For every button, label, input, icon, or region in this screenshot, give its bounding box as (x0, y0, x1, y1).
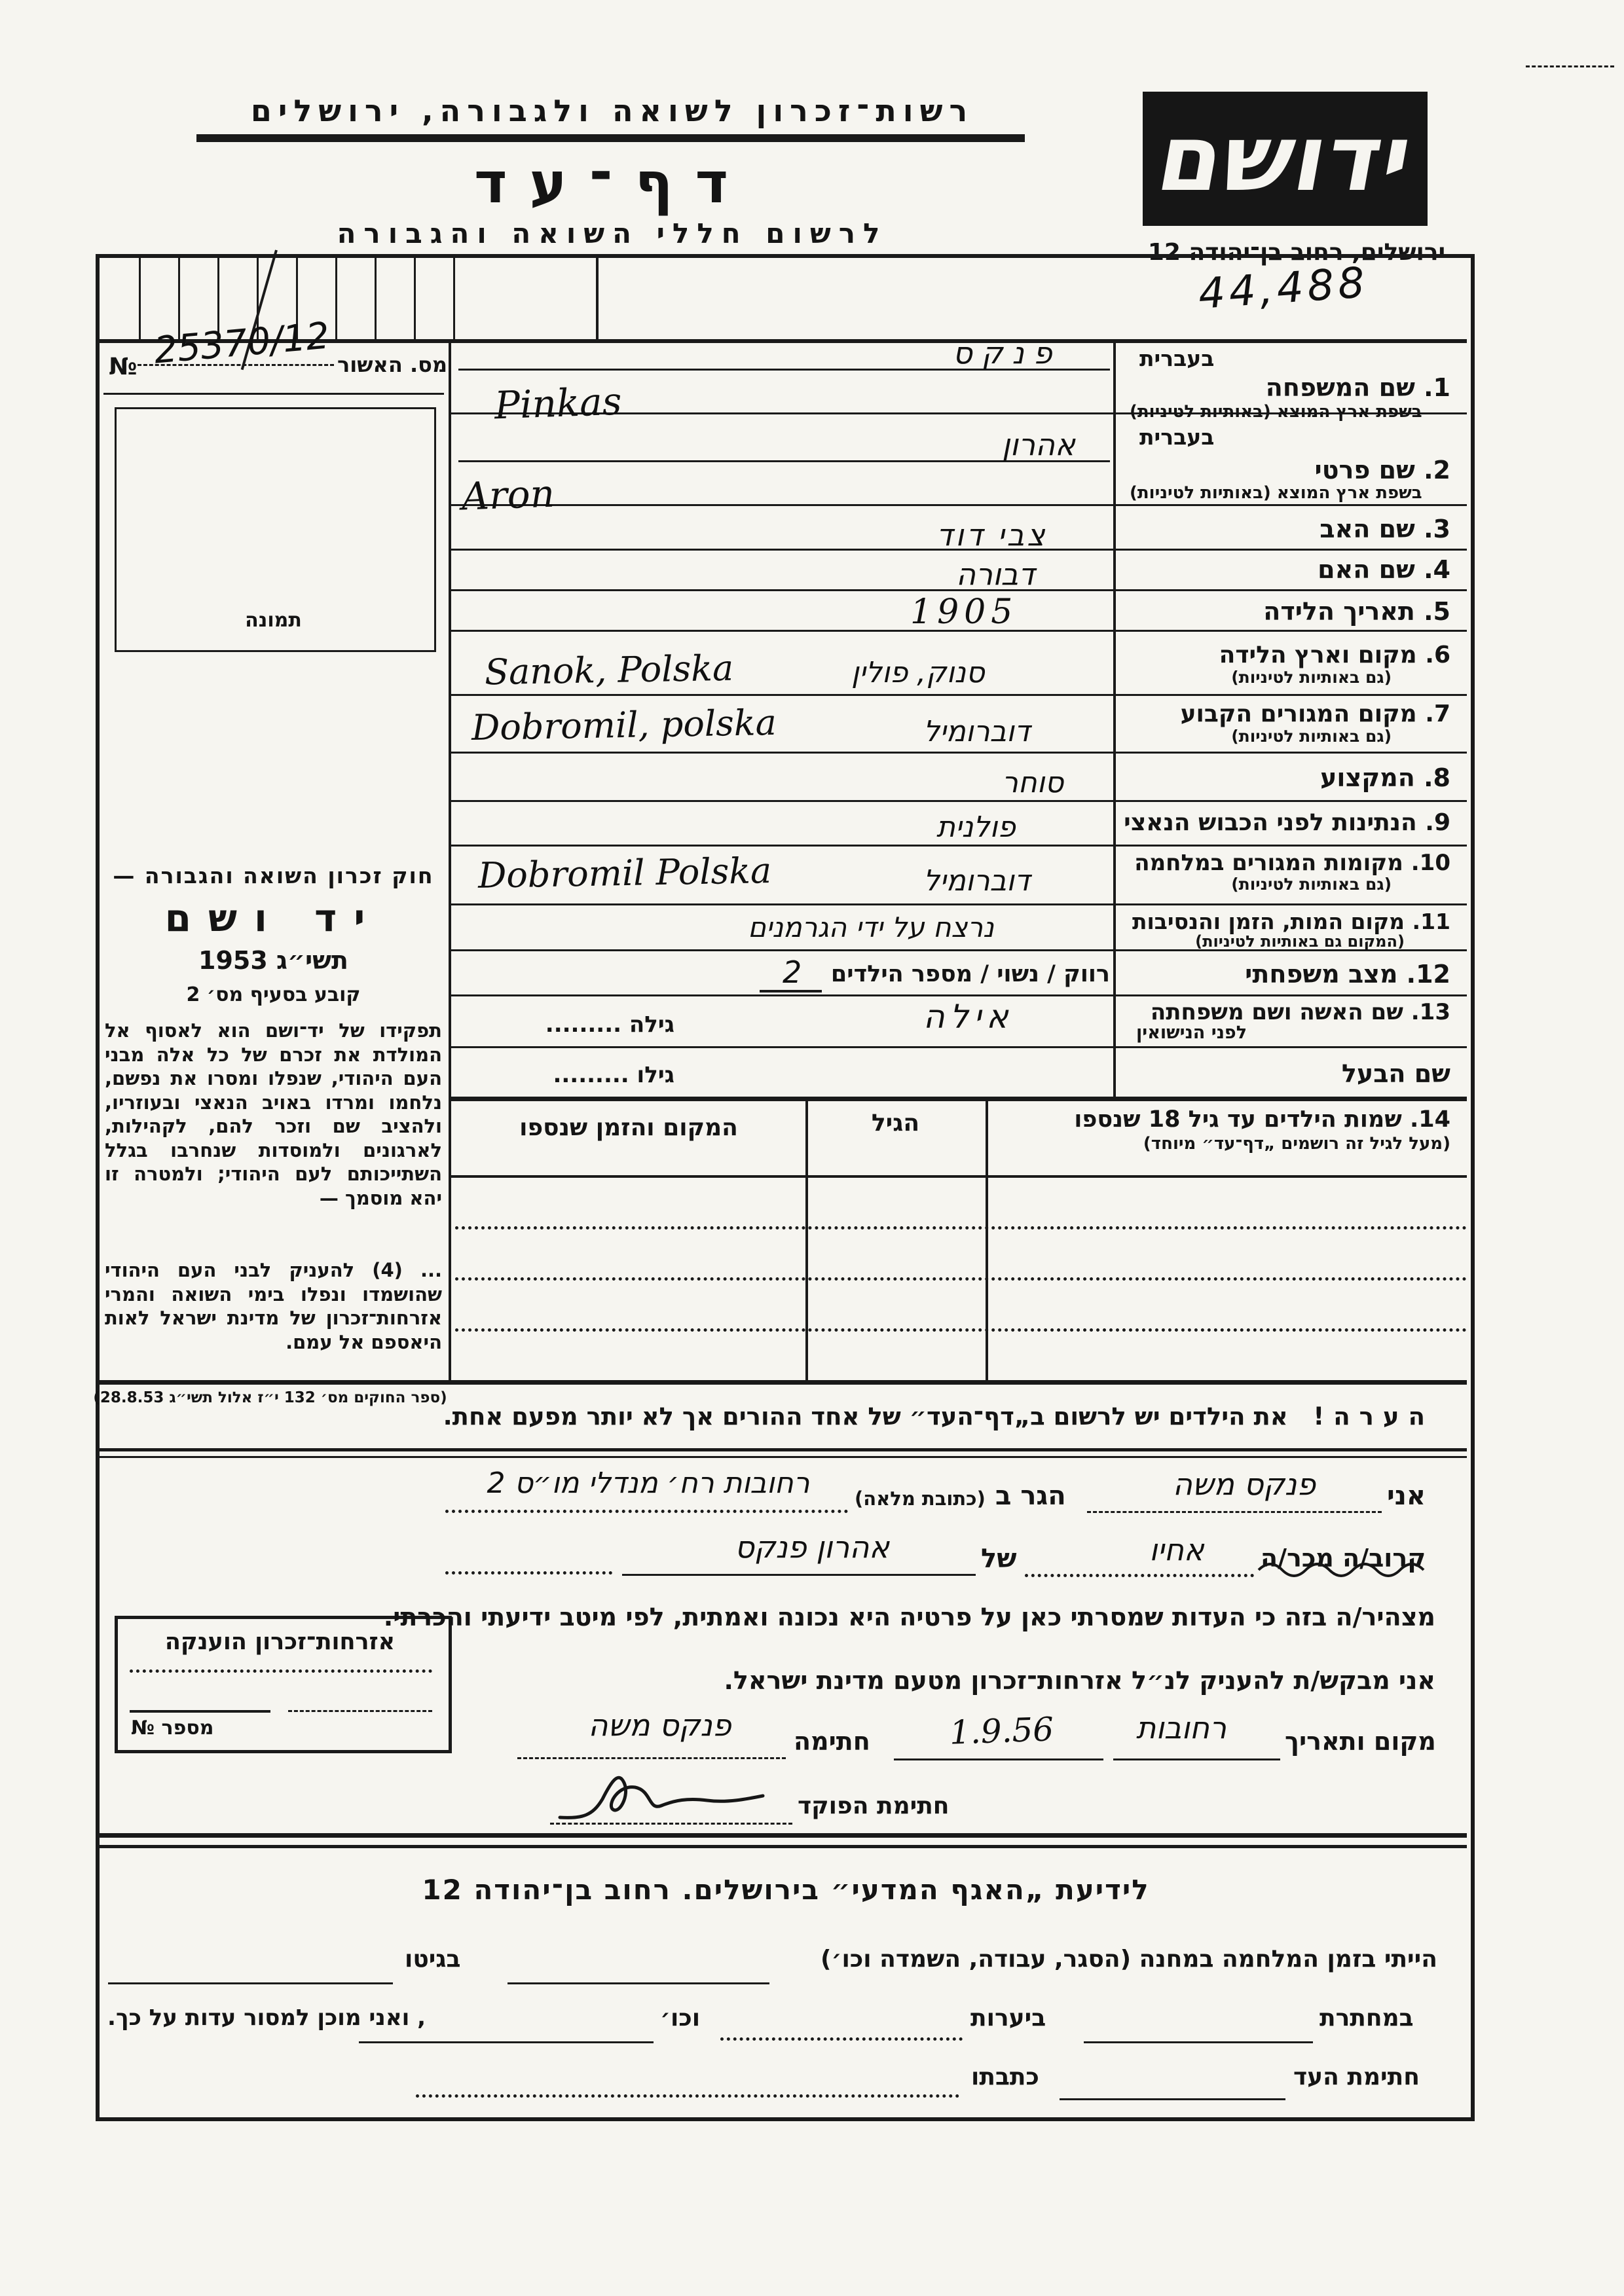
place-date-label: מקום ותאריך (1285, 1727, 1436, 1756)
declaration-i-label: אני (1387, 1481, 1426, 1511)
note-line (443, 1402, 1434, 1430)
field11-label: 11. מקום המות, הזמן והנסיבות (1132, 909, 1450, 934)
strip-tick (596, 258, 599, 339)
field3-label: 3. שם האב (1320, 515, 1450, 543)
bottom-ghetto-blank (108, 1982, 393, 1984)
strip-tick (414, 258, 416, 339)
field11-sublabel: (המקום גם באותיות לטיניות) (1195, 932, 1405, 951)
citizenship-box-line-a (130, 1710, 270, 1713)
declaration-bottom-rule-b (98, 1845, 1467, 1848)
citizenship-box-title: אזרחות־זכרון הוענקה (164, 1629, 396, 1655)
handwritten-signature-name: פנקס משה (588, 1707, 731, 1743)
field8-label: 8. המקצוע (1320, 763, 1450, 792)
bottom-witness-signature-label: חתימת העד (1293, 2064, 1420, 2090)
handwritten-death-circumstances: נרצח על ידי הגרמנים (748, 911, 994, 943)
citizenship-box-number-label: מספר № (131, 1717, 214, 1740)
handwritten-residence-latin: Dobromil, polska (471, 701, 777, 749)
law-name: יד ושם (164, 896, 382, 940)
bottom-underground-blank (1084, 2041, 1313, 2043)
table-bottom-rule (98, 1380, 1467, 1385)
handwritten-victim-name: אהרון פנקס (734, 1529, 890, 1565)
handwritten-witness-name: פנקס משה (1172, 1467, 1316, 1502)
handwritten-registry-number: 44,488 (1196, 259, 1371, 319)
place-underline (1113, 1758, 1280, 1760)
marital-status-options: רווק / נשוי / מספר הילדים (830, 961, 1110, 987)
authority-line: רשות־זכרון לשואה ולגבורה, ירושלים (250, 93, 974, 128)
handwritten-wartime-residence-latin: Dobromil Polska (477, 850, 772, 896)
law-paragraph-1: תפקידו של יד־ושם הוא לאסוף אל המולדת את זכרם של כל אלה מבני העם היהודי, שנפלו ומסרו את נפשם, נלחמו ומרדו באויב הנאצי ובעוזריו, ולהציב שם וזכר להם, לקהילות, לארגונים ולמוסדות שנחרבו בגלל השתייכותם לעם היהודי; ולמטרה זו יהא מוסמך — (105, 1019, 442, 1209)
relation-underline (1025, 1574, 1254, 1577)
label-column-divider (1113, 340, 1116, 1099)
row-rule (451, 903, 1467, 905)
handwritten-wartime-residence-hebrew: דוברומיל (923, 864, 1031, 898)
field6-sublabel: (גם באותיות לטיניות) (1231, 668, 1392, 687)
row-rule (451, 504, 1467, 506)
note-title: הערה! (1313, 1402, 1434, 1430)
date-underline (894, 1758, 1103, 1760)
approval-row-rule (103, 393, 444, 395)
logo-address: ירושלים, רחוב בן־יהודה 12 (1147, 239, 1446, 266)
declaration-relative-label: קרוב/ה מכר/ה (1261, 1544, 1426, 1573)
bottom-etc-blank (359, 2041, 654, 2043)
declaration-bottom-rule-a (98, 1833, 1467, 1838)
signature-label: חתימה (794, 1727, 870, 1756)
field6-label: 6. מקום וארץ הלידה (1219, 642, 1450, 668)
table-top-rule (451, 1097, 1467, 1101)
handwritten-citizenship: פולנית (936, 811, 1016, 844)
table-header-place-time: המקום והזמן שנספו (519, 1114, 738, 1141)
field7-sublabel: (גם באותיות לטיניות) (1231, 727, 1392, 746)
bottom-forests-blank (720, 2037, 963, 2041)
signature-underline (517, 1757, 786, 1759)
children-count-underline (760, 990, 822, 993)
husband-name-label: שם הבעל (1341, 1059, 1450, 1088)
row-rule (451, 800, 1467, 802)
field2-language-note: בעברית (1139, 424, 1215, 450)
table-header-rule (451, 1175, 1467, 1178)
strip-tick (453, 258, 455, 339)
declaration-statement-2: אני מבקש/ת להעניק לנ״ל אזרחות־זכרון מטעם מדינת ישראל. (724, 1666, 1435, 1695)
field9-label: 9. הנתינות לפני הכבוש הנאצי (1124, 809, 1450, 836)
header-rule (196, 134, 1025, 142)
handwritten-children-count: 2 (783, 955, 802, 990)
table-col-divider-age-left (805, 1097, 808, 1383)
row-rule (451, 994, 1467, 996)
handwritten-family-name-latin: Pinkas (493, 378, 623, 428)
row-rule (451, 1046, 1467, 1048)
field10-sublabel: (גם באותיות לטיניות) (1231, 875, 1392, 894)
bottom-ghetto-label: בגיטו (405, 1946, 461, 1973)
law-clause: קובע בסעיף מס׳ 2 (186, 983, 361, 1006)
field14-label: 14. שמות הילדים עד גיל 18 שנספו (1074, 1106, 1450, 1133)
witness-address-underline (445, 1510, 848, 1513)
note-bottom-rule-a (98, 1448, 1467, 1451)
handwritten-father-name: צבי דוד (936, 517, 1048, 553)
logo-text: ידושם (1149, 105, 1421, 212)
her-age-label: גילה ......... (545, 1011, 674, 1038)
form-subtitle: לרשום חללי השואה והגבורה (337, 217, 888, 249)
handwritten-relation: אחיו (1149, 1532, 1204, 1567)
handwritten-witness-address: רחובות רח׳ מנדלי מו״ס 2 (487, 1467, 810, 1500)
bottom-etc-label: וכו׳ (660, 2005, 701, 2032)
bottom-his-address-label: כתבתו (971, 2064, 1039, 2090)
handwritten-residence-hebrew: דוברומיל (923, 715, 1031, 748)
declaration-address-hint: (כתובת מלאה) (855, 1487, 986, 1510)
law-paragraph-2: ... (4) להעניק לבני העם היהודי שהושמדו ונפלו בימי השואה והמרי אזרחות־זכרון של מדינת ישראל לאות היאספם אל עמם. (105, 1259, 442, 1353)
handwritten-approval-number: 25370/12 (152, 314, 331, 373)
victim-name-underline-dotted (445, 1571, 612, 1575)
field13-sublabel: לפני הנישואין (1136, 1023, 1247, 1043)
bottom-underground-label: במחתרת (1320, 2005, 1414, 2032)
handwritten-declaration-place: רחובות (1136, 1710, 1227, 1745)
official-signature-underline (550, 1823, 792, 1825)
handwritten-family-name-hebrew: פנקס (953, 335, 1061, 371)
field12-label: 12. מצב משפחתי (1245, 960, 1450, 989)
handwritten-profession: סוחר (1002, 766, 1064, 799)
bottom-his-address-blank (416, 2094, 959, 2098)
citizenship-box-dotted-line (130, 1669, 432, 1673)
form-title: דף־עד (473, 151, 751, 216)
strip-tick (375, 258, 377, 339)
victim-name-underline (622, 1574, 976, 1576)
table-col-divider-age-right (986, 1097, 988, 1383)
law-year: תשי״ג 1953 (198, 946, 348, 975)
left-column-divider (449, 340, 451, 1383)
table-row-dotted (455, 1277, 1467, 1281)
field2-label: 2. שם פרטי (1314, 456, 1450, 484)
bottom-line1-label: הייתי בזמן המלחמה במחנה (הסגר, עבודה, השמדה וכו׳) (821, 1946, 1437, 1973)
relative-label-strike (1257, 1557, 1428, 1579)
scan-artifact-dash (1526, 65, 1614, 67)
law-citation: (ספר החוקים מס׳ 132 י״ז אלול תשי״ג 28.8.53) (93, 1389, 447, 1406)
approval-number-label: מס. האשור (337, 352, 447, 377)
field1-language-note: בעברית (1139, 346, 1215, 371)
row-rule (451, 845, 1467, 847)
approval-number-symbol: № (109, 354, 138, 380)
note-text: את הילדים יש לרשום ב„דף־העד״ של אחד ההורים אך לא יותר מפעם אחת. (443, 1402, 1288, 1430)
field4-label: 4. שם האם (1318, 555, 1450, 584)
handwritten-birthplace-latin: Sanok, Polska (484, 647, 734, 693)
official-signature-label: חתימת הפוקד (798, 1793, 950, 1819)
witness-name-underline (1087, 1511, 1382, 1513)
table-row-dotted (455, 1226, 1467, 1230)
field14-sublabel: (מעל לגיל זה רושמים „דף־עד״ מיוחד) (1143, 1134, 1450, 1154)
photo-label: תמונה (245, 609, 302, 632)
field13-label: 13. שם האשה ושם משפחתה (1150, 999, 1450, 1025)
bottom-witness-signature-blank (1060, 2098, 1285, 2100)
bottom-section-title: לידיעת „האגף המדעי״ בירושלים. רחוב בן־יהודה 12 (422, 1874, 1150, 1906)
field1-sublabel: בשפת ארץ המוצא (באותיות לטיניות) (1130, 402, 1422, 422)
declaration-of-label: של (981, 1544, 1017, 1574)
field7-label: 7. מקום המגורים הקבוע (1180, 701, 1450, 727)
strip-tick (335, 258, 337, 339)
row-rule (451, 694, 1467, 696)
handwritten-wife-name: אילה (923, 998, 1014, 1036)
table-row-dotted (455, 1328, 1467, 1332)
handwritten-mother-name: דבורה (956, 556, 1035, 592)
declaration-resident-label: הגר ב (995, 1481, 1066, 1511)
bottom-forests-label: ביערות (970, 2005, 1046, 2032)
field5-label: 5. תאריך הלידה (1263, 597, 1450, 626)
bottom-line1-blank (507, 1982, 769, 1984)
citizenship-box-line-b (288, 1710, 432, 1712)
handwritten-birthplace-hebrew: סנוק, פולין (851, 656, 985, 689)
handwritten-birth-date: 1905 (910, 592, 1018, 632)
yad-vashem-logo (1143, 92, 1428, 226)
table-header-age: הגיל (871, 1110, 920, 1137)
law-heading: חוק זכרון השואה והגבורה — (113, 863, 434, 888)
field2-sublabel: בשפת ארץ המוצא (באותיות לטיניות) (1130, 483, 1422, 503)
bottom-ready-text: , ואני מוכן למסור עדות על כך. (107, 2005, 426, 2031)
declaration-statement-1: מצהיר/ה בזה כי העדות שמסרתי כאן על פרטיה היא נכונה ואמתית, לפי מיטב ידיעתי והכרתי. (383, 1603, 1435, 1631)
his-age-label: גילו ......... (553, 1062, 674, 1088)
official-signature (557, 1760, 766, 1832)
field1-label: 1. שם המשפחה (1265, 373, 1450, 402)
field10-label: 10. מקומות המגורים במלחמה (1134, 850, 1450, 876)
handwritten-first-name-latin: Aron (460, 471, 556, 519)
row-rule (451, 752, 1467, 754)
handwritten-first-name-hebrew: אהרון (1002, 427, 1075, 462)
strip-tick (139, 258, 141, 339)
handwritten-declaration-date: 1.9.56 (949, 1710, 1055, 1752)
note-bottom-rule-b (98, 1456, 1467, 1458)
